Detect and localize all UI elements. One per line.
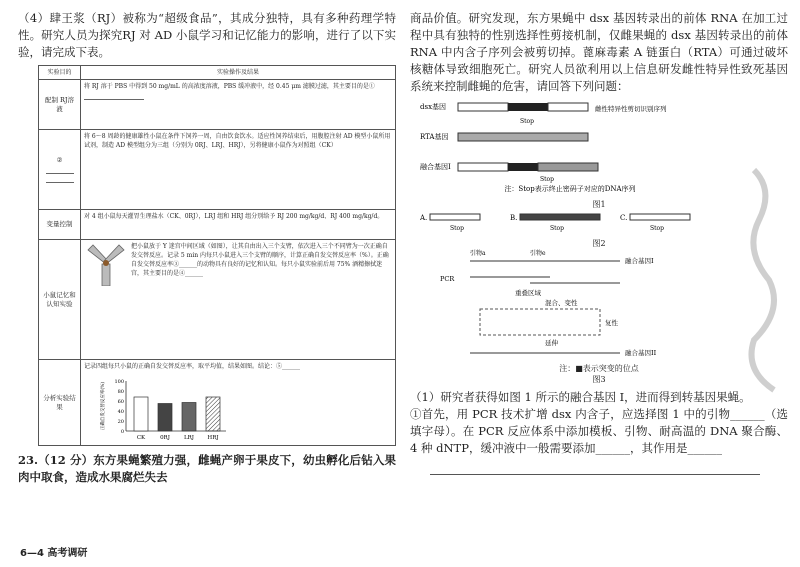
answer-line[interactable] xyxy=(430,457,760,475)
figure-1 xyxy=(420,95,720,195)
bar-LRJ xyxy=(182,403,196,432)
question-23: 23.（12 分）东方果蝇繁殖力强，雌蝇产卵于果皮下，幼虫孵化后钻入果肉中取食，造成水果腐烂失去 xyxy=(18,453,396,484)
y-tick-label: 100 xyxy=(114,379,124,385)
bar-chart xyxy=(96,373,236,443)
answer-blank[interactable] xyxy=(46,176,74,183)
right-column xyxy=(410,10,788,475)
fig1-fusion-label: 融合基因I xyxy=(420,163,451,171)
header-operation: 实验操作及结果 xyxy=(81,66,396,80)
fig1-note: 雌性特异性剪切识别序列 xyxy=(595,105,667,113)
y-tick-label: 80 xyxy=(117,389,124,395)
y-tick-label: 60 xyxy=(117,399,124,405)
bar-CK xyxy=(134,397,148,431)
fusion-exon xyxy=(458,163,508,171)
question-23-continued: 商品价值。研究发现，东方果蝇中 dsx 基因转录出的前体 RNA 在加工过程中具有独特的性别选择性剪接机制，仅雌果蝇的 dsx 基因转录出的前体 RNA 中内含子序列会被剪切掉。蓖麻毒素 A 链蛋白（RTA）可通过破坏核糖体导致细胞死亡。研究人员欲利用以上信息研发雌性特异性致死基因系统来控制雌蝇的危害，请回答下列问题： xyxy=(410,11,788,93)
stop-label: Stop xyxy=(550,225,564,232)
fig3-fusion1: 融合基因I xyxy=(625,257,654,265)
fig1-caption: 注：Stop表示终止密码子对应的DNA序列 xyxy=(504,185,636,193)
fig3-renature-box xyxy=(480,309,600,335)
question-4-intro: （4）肆王浆（RJ）被称为“超级食品”，其成分独特，具有多种药理学特性。研究人员为探究RJ 对 AD 小鼠学习和记忆能力的影响，进行了以下实验，请完成下表。 xyxy=(18,11,396,59)
header-purpose: 实验目的 xyxy=(39,66,81,80)
fig2-c-bar xyxy=(630,214,690,220)
fig1-dsx-label: dsx基因 xyxy=(420,103,447,111)
figure-3 xyxy=(420,249,720,359)
experiment-table xyxy=(38,65,396,446)
dsx-intron xyxy=(508,103,548,111)
fig2-option-c: C. xyxy=(620,214,628,222)
row-content: 记录四组每只小鼠的正确自发交替反应率，取平均值，结果如图。结论：⑤______ xyxy=(84,363,301,370)
row-label: 变量控制 xyxy=(39,210,81,240)
table-row xyxy=(39,80,396,130)
fig3-fusion2: 融合基因II xyxy=(625,349,657,357)
y-axis-label: 正确自发交替反应率(%) xyxy=(101,381,106,431)
question-1-part-1: ①首先，用 PCR 技术扩增 dsx 内含子，应选择图 1 中的引物______（选填字母）。在 PCR 反应体系中添加模板、引物、耐高温的 DNA 聚合酶、4 种 dNTP，缓冲液中一般需要添加______，其作用是______ xyxy=(410,407,788,455)
x-tick-label: HRJ xyxy=(207,435,219,441)
dsx-exon2 xyxy=(548,103,588,111)
y-tick-label: 40 xyxy=(117,409,124,415)
fig1-rta-label: RTA基因 xyxy=(420,133,449,141)
y-tick-label: 0 xyxy=(120,429,124,435)
denature-label: 混合、变性 xyxy=(545,299,578,307)
y-tick-label: 20 xyxy=(117,419,124,425)
stop-label: Stop xyxy=(540,176,554,183)
figure-1-label: 图1 xyxy=(592,200,606,209)
renature-label: 复性 xyxy=(605,319,618,327)
row-content: 将 RJ 溶于 PBS 中得到 50 mg/mL 的高浓度溶液，PBS 缓冲液中，经 0.45 μm 滤膜过滤，其主要目的是① xyxy=(84,83,375,90)
row-content: 把小鼠放于 Y 迷宫中间区域（如图），让其自由出入三个支臂，依次进入三个不同臂为一次正确自发交替反应。记录 5 min 内每只小鼠进入三个支臂的顺序，计算正确自发交替反应率（%）。正确自发交替反应率③______的动物具有良好的记忆和认知。每只小鼠实验前后用 75% 酒精擦拭迷宫，其主要目的是④______ xyxy=(131,243,389,277)
row-label: 小鼠记忆和认知实验 xyxy=(39,240,81,360)
table-row xyxy=(39,360,396,446)
row-text xyxy=(81,80,396,130)
primer-a-label: 引物a xyxy=(470,250,486,257)
table-row xyxy=(39,210,396,240)
fig2-option-a: A. xyxy=(420,214,428,222)
primer-e-label: 引物e xyxy=(530,250,546,257)
figure-2-label: 图2 xyxy=(592,239,606,248)
figure-3-note: 注：■表示突变的位点 xyxy=(559,364,639,373)
calligraphy-watermark xyxy=(734,150,794,400)
fusion-rta xyxy=(538,163,598,171)
x-tick-label: CK xyxy=(136,435,146,441)
watermark-decoration xyxy=(734,150,794,400)
row-text: 对 4 组小鼠每天灌胃生理盐水（CK、0RJ），LRJ 组和 HRJ 组分别给予 RJ 200 mg/kg/d、RJ 400 mg/kg/d。 xyxy=(81,210,396,240)
row-text xyxy=(81,360,396,446)
fig2-b-bar xyxy=(520,214,600,220)
left-column xyxy=(18,10,396,486)
bar-0RJ xyxy=(158,404,172,432)
stop-label: Stop xyxy=(450,225,464,232)
stop-label: Stop xyxy=(650,225,664,232)
table-row xyxy=(39,130,396,210)
pcr-label: PCR xyxy=(440,275,455,283)
row-text: 将 6～8 周龄的健康雄性小鼠在条件下饲养一周，自由饮食饮水。适应性饲养结束后，用腹腔注射 AD 模型小鼠所用试剂，制造 AD 模型组分为三组（分别为 0RJ、LRJ、HRJ），另将健康小鼠作为对照组（CK） xyxy=(81,130,396,210)
row-label: 配制 RJ溶液 xyxy=(39,80,81,130)
table-header-row xyxy=(39,66,396,80)
bar-HRJ xyxy=(206,397,220,431)
fusion-intron xyxy=(508,163,538,171)
rta-gene-bar xyxy=(458,133,588,141)
x-tick-label: LRJ xyxy=(184,435,194,441)
row-label xyxy=(39,130,81,210)
stop-label: Stop xyxy=(520,118,534,125)
fig2-a-bar xyxy=(430,214,480,220)
extend-label: 延伸 xyxy=(545,339,558,347)
row-label-text: ② xyxy=(56,156,63,164)
row-label: 分析实验结果 xyxy=(39,360,81,446)
answer-blank[interactable] xyxy=(84,93,144,100)
y-maze-icon xyxy=(84,242,128,286)
figure-3-label: 图3 xyxy=(592,375,606,384)
x-tick-label: 0RJ xyxy=(160,435,170,441)
question-1: （1）研究者获得如图 1 所示的融合基因 I，进而得到转基因果蝇。 xyxy=(410,390,751,404)
fig2-option-b: B. xyxy=(510,214,518,222)
row-text xyxy=(81,240,396,360)
overlap-label: 重叠区域 xyxy=(515,289,541,297)
answer-blank[interactable] xyxy=(46,167,74,174)
figure-2 xyxy=(420,210,720,234)
dsx-exon xyxy=(458,103,508,111)
page-footer: 6—4 高考调研 xyxy=(20,548,88,559)
table-row xyxy=(39,240,396,360)
